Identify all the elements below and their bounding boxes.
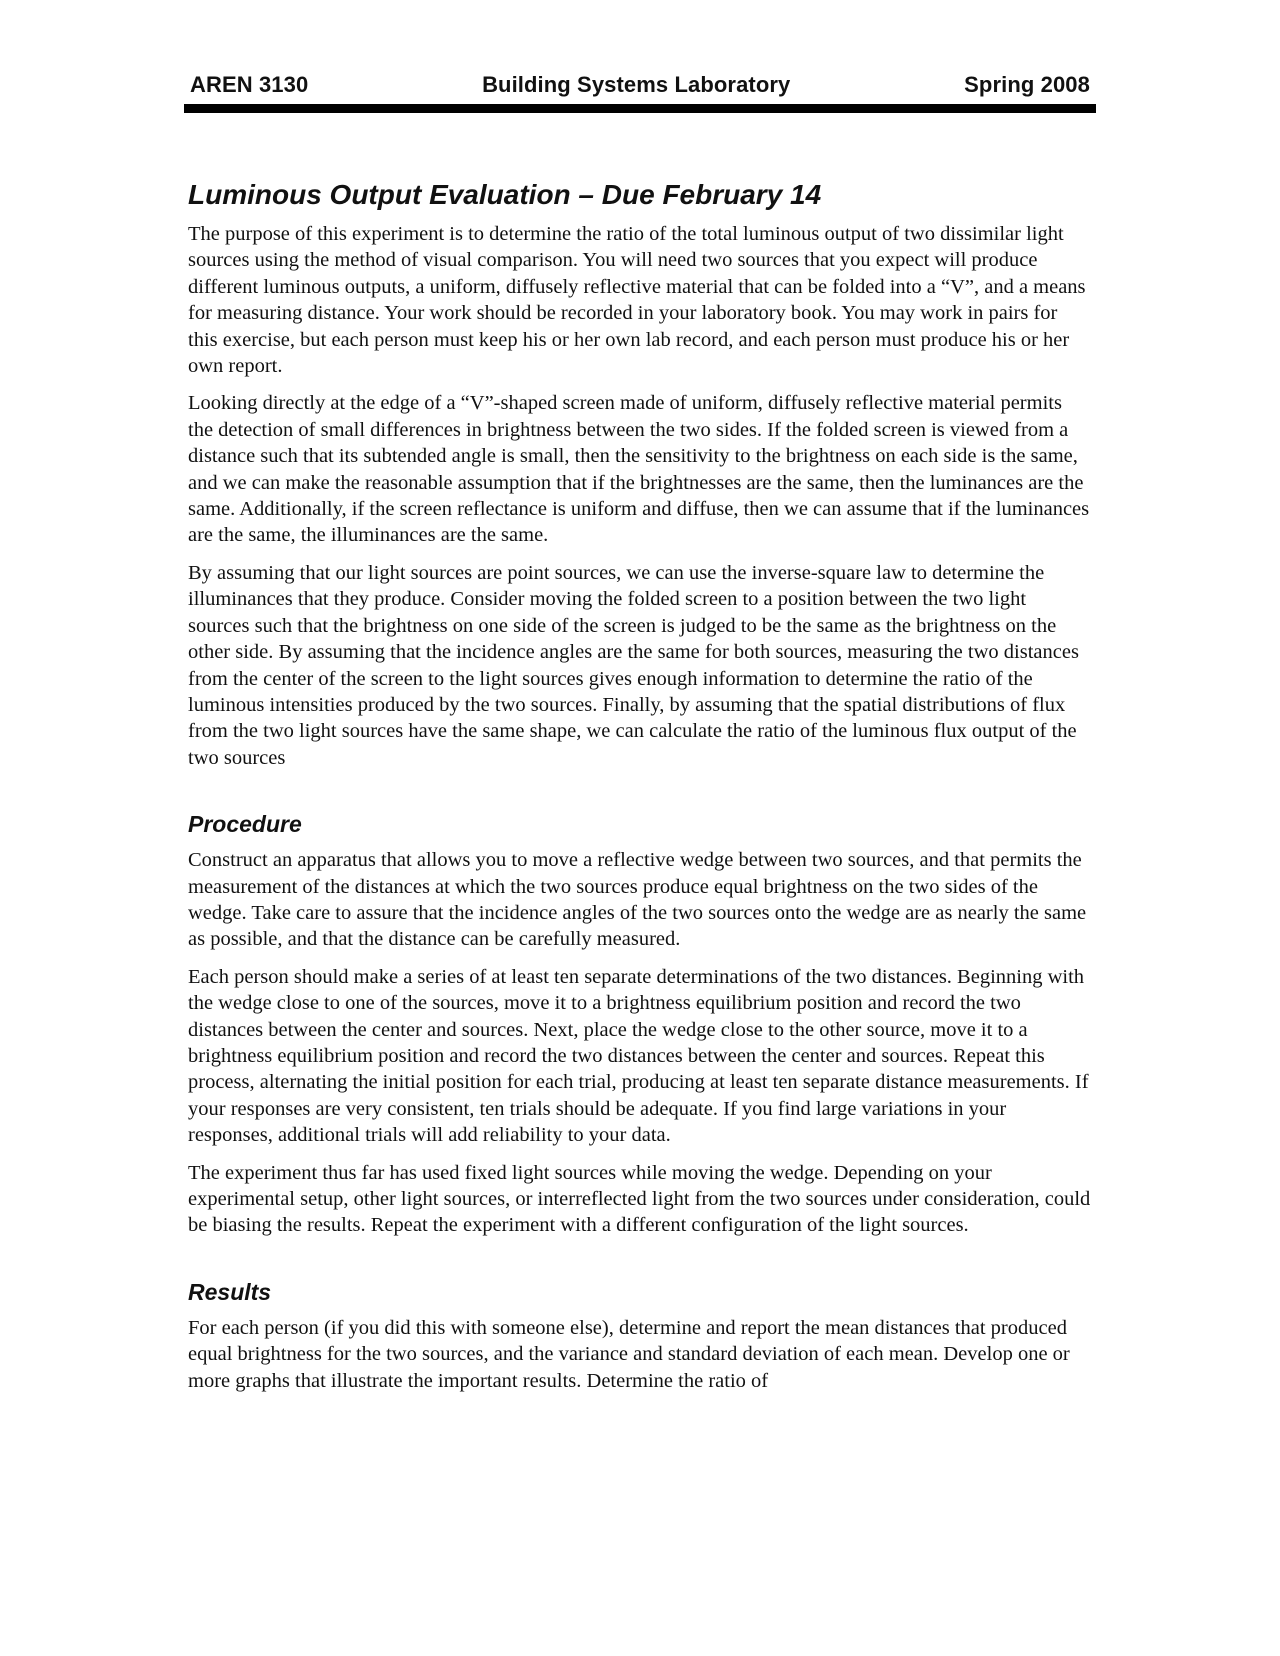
header-term: Spring 2008 [964,72,1090,97]
procedure-paragraph-2: Each person should make a series of at least ten separate determinations of the two distances. Beginning with the wedge close to one of the sources, move it to a brightness equilibrium position and record the two distances between the center and sources. Next, place the wedge close to the other source, move it to a brightness equilibrium position and record the two distances between the center and sources. Repeat this process, alternating the initial position for each trial, producing at least ten separate distance measurements. If your responses are very consistent, ten trials should be adequate. If you find large variations in your responses, additional trials will add reliability to your data. [188,965,1089,1147]
document-page [188,72,1092,1405]
results-heading: Results [188,1278,272,1305]
header-title: Building Systems Laboratory [482,72,791,97]
results-paragraph-1: For each person (if you did this with someone else), determine and report the mean distances that produced equal brightness for the two sources, and the variance and standard deviation of each mean. Develop one or more graphs that illustrate the important results. Determine the ratio of [188,1316,1070,1392]
header-course: AREN 3130 [190,72,309,97]
intro-paragraph-2: Looking directly at the edge of a “V”-shaped screen made of uniform, diffusely reflective material permits the detection of small differences in brightness between the two sides. If the folded screen is viewed from a distance such that its subtended angle is small, then the sensitivity to the brightness on each side is the same, and we can make the reasonable assumption that if the brightnesses are the same, then the luminances are the same. Additionally, if the screen reflectance is uniform and diffuse, then we can assume that if the luminances are the same, the illuminances are the same. [188,392,1090,547]
page-header [188,72,1092,100]
intro-paragraph-1: The purpose of this experiment is to determine the ratio of the total luminous output of two dissimilar light sources using the method of visual comparison. You will need two sources that you expect will produce different luminous outputs, a uniform, diffusely reflective material that can be folded into a “V”, and a means for measuring distance. Your work should be recorded in your laboratory book. You may work in pairs for this exercise, but each person must keep his or her own lab record, and each person must produce his or her own report. [188,223,1086,378]
header-rule [184,104,1096,113]
document-title: Luminous Output Evaluation – Due February 14 [188,179,822,210]
procedure-heading: Procedure [188,811,302,838]
procedure-paragraph-3: The experiment thus far has used fixed light sources while moving the wedge. Depending on your experimental setup, other light sources, or interreflected light from the two sources under consideration, could be biasing the results. Repeat the experiment with a different configuration of the light sources. [188,1161,1091,1237]
intro-paragraph-3: By assuming that our light sources are point sources, we can use the inverse-square law to determine the illuminances that they produce. Consider moving the folded screen to a position between the two light sources such that the brightness on one side of the screen is judged to be the same as the brightness on the other side. By assuming that the incidence angles are the same for both sources, measuring the two distances from the center of the screen to the light sources gives enough information to determine the ratio of the luminous intensities produced by the two sources. Finally, by assuming that the spatial distributions of flux from the two light sources have the same shape, we can calculate the ratio of the luminous flux output of the two sources [188,561,1079,769]
procedure-paragraph-1: Construct an apparatus that allows you to move a reflective wedge between two sources, and that permits the measurement of the distances at which the two sources produce equal brightness on the two sides of the wedge. Take care to assure that the incidence angles of the two sources onto the wedge are as nearly the same as possible, and that the distance can be carefully measured. [188,849,1087,951]
